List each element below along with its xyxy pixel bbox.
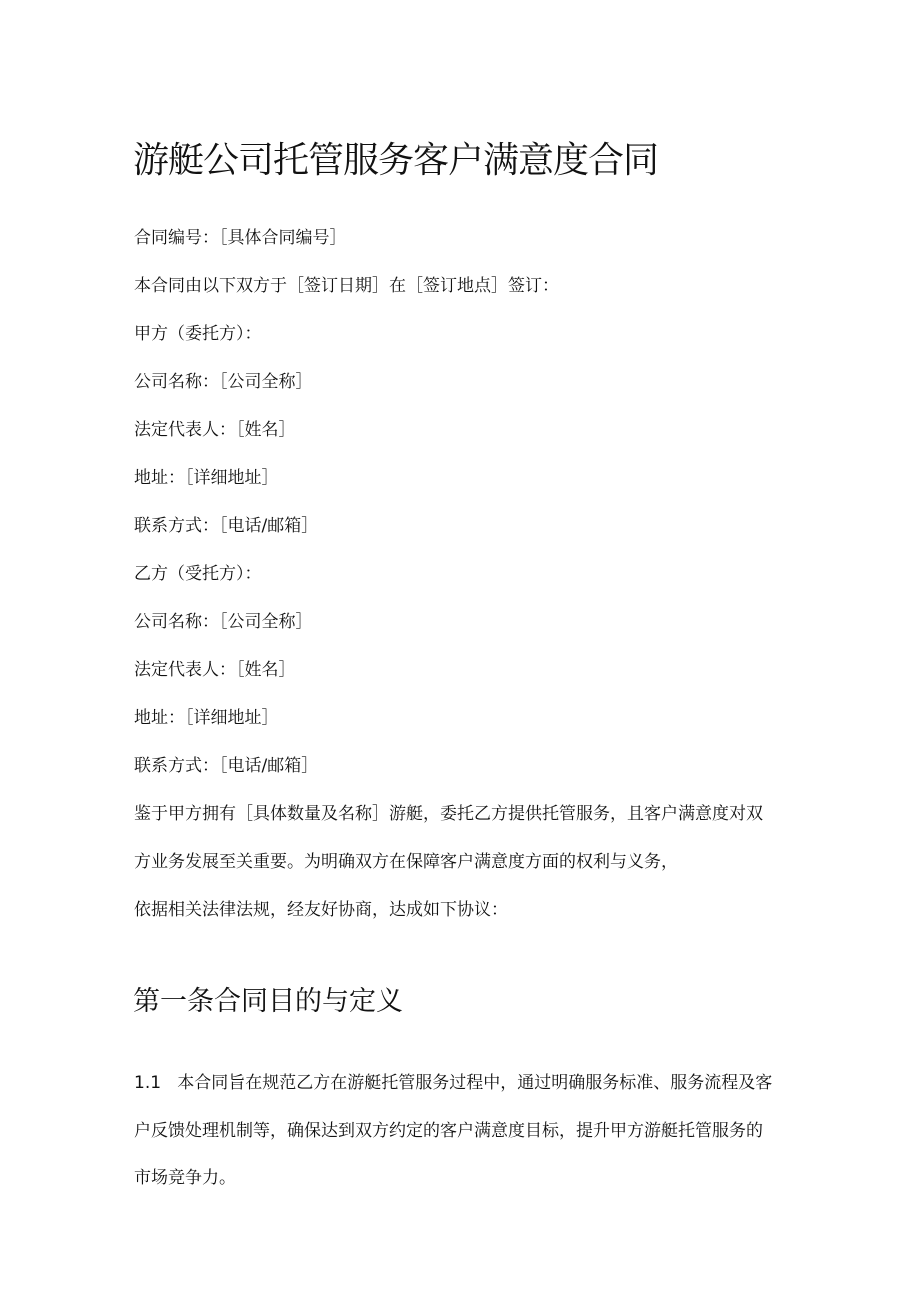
- party-b-address: 地址：［详细地址］: [134, 708, 279, 728]
- contract-number: 合同编号：［具体合同编号］: [134, 228, 347, 248]
- clause-1-1-line: 市场竞争力。: [134, 1168, 236, 1188]
- clause-1-1-line: 户反馈处理机制等，确保达到双方约定的客户满意度目标，提升甲方游艇托管服务的: [134, 1121, 763, 1141]
- party-a-contact: 联系方式：［电话/邮箱］: [134, 516, 319, 536]
- clause-1-1-line: 1.1 本合同旨在规范乙方在游艇托管服务过程中，通过明确服务标准、服务流程及客: [134, 1073, 773, 1093]
- party-a-address: 地址：［详细地址］: [134, 468, 279, 488]
- party-a-company: 公司名称：［公司全称］: [134, 372, 313, 392]
- document-title: 游艇公司托管服务客户满意度合同: [133, 140, 659, 181]
- party-a-representative: 法定代表人：［姓名］: [134, 420, 296, 440]
- party-b-representative: 法定代表人：［姓名］: [134, 660, 296, 680]
- contract-intro: 本合同由以下双方于［签订日期］在［签订地点］签订：: [134, 276, 559, 296]
- party-b-company: 公司名称：［公司全称］: [134, 612, 313, 632]
- preamble-line: 依据相关法律法规，经友好协商，达成如下协议：: [134, 900, 508, 920]
- party-a-heading: 甲方（委托方）：: [134, 324, 262, 344]
- preamble-line: 鉴于甲方拥有［具体数量及名称］游艇，委托乙方提供托管服务，且客户满意度对双: [134, 804, 763, 824]
- party-b-heading: 乙方（受托方）：: [134, 564, 262, 584]
- party-b-contact: 联系方式：［电话/邮箱］: [134, 756, 319, 776]
- section-1-heading: 第一条合同目的与定义: [133, 986, 403, 1017]
- preamble-line: 方业务发展至关重要。为明确双方在保障客户满意度方面的权利与义务，: [134, 852, 678, 872]
